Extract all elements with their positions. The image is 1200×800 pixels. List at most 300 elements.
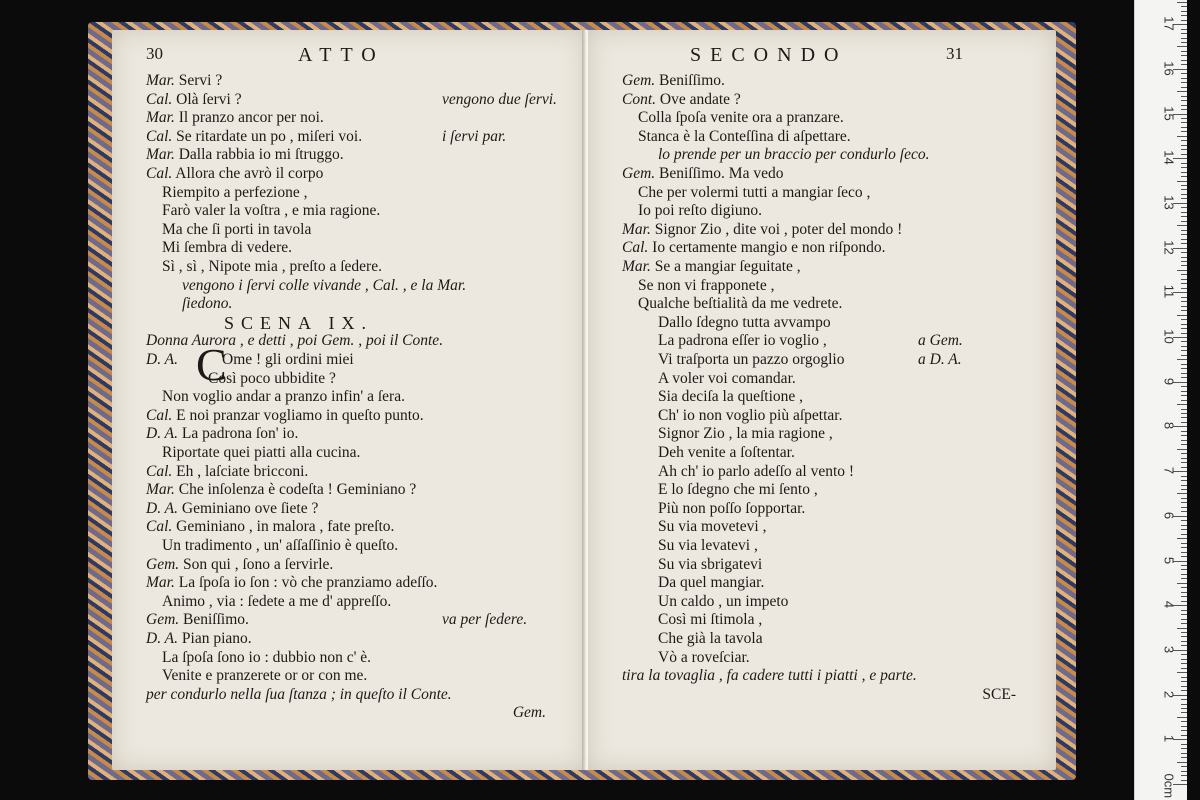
ruler-tick	[1181, 735, 1187, 736]
ruler-tick	[1181, 757, 1187, 758]
verse-text: Ome ! gli ordini miei	[222, 351, 354, 368]
ruler-tick	[1181, 109, 1187, 110]
verse-text: Non voglio andar a pranzo infin' a ſera.	[162, 388, 405, 406]
verse-text: Beniſſimo.	[179, 611, 249, 629]
ruler-tick	[1181, 274, 1187, 275]
text-line	[658, 388, 803, 406]
text-line	[658, 425, 833, 443]
text-line	[622, 258, 801, 276]
stage-direction: a D. A.	[918, 351, 962, 368]
text-line	[658, 332, 963, 350]
text-line	[982, 686, 1016, 704]
ruler-tick	[1181, 681, 1187, 682]
text-line	[162, 202, 380, 220]
ruler-label: 10	[1161, 329, 1177, 344]
ruler-tick	[1181, 265, 1187, 266]
verse-text: Geminiano ove ſiete ?	[178, 499, 319, 517]
ruler-tick	[1181, 230, 1187, 231]
ruler-tick	[1181, 64, 1187, 65]
ruler-tick	[1181, 610, 1187, 611]
text-line	[208, 370, 336, 388]
ruler-tick	[1181, 467, 1187, 468]
verse-text: Vi traſporta un pazzo orgoglio	[658, 351, 845, 368]
verse-text: Sì , sì , Nipote mia , preſto a ſedere.	[162, 258, 382, 275]
ruler-tick	[1177, 762, 1187, 763]
ruler-tick	[1181, 301, 1187, 302]
text-line	[658, 518, 767, 536]
text-line	[146, 481, 416, 499]
text-line	[146, 556, 333, 574]
ruler-tick	[1181, 140, 1187, 141]
ruler-tick	[1177, 583, 1187, 584]
ruler-tick	[1181, 721, 1187, 722]
text-line	[146, 146, 344, 164]
verse-text: Beniſſimo. Ma vedo	[655, 165, 784, 182]
ruler-tick	[1181, 194, 1187, 195]
text-line	[658, 407, 842, 425]
stage-direction: per condurlo nella ſua ſtanza ; in queſto il Conte.	[146, 685, 452, 703]
right-page-header	[588, 44, 1056, 70]
ruler-label: 14	[1161, 150, 1177, 165]
ruler-tick	[1177, 493, 1187, 494]
ruler-tick	[1181, 6, 1187, 7]
ruler-tick	[1181, 659, 1187, 660]
ruler-tick	[1181, 435, 1187, 436]
ruler-tick	[1181, 614, 1187, 615]
text-line	[162, 258, 382, 276]
ruler-tick	[1181, 176, 1187, 177]
ruler-tick	[1181, 556, 1187, 557]
ruler-tick	[1181, 368, 1187, 369]
text-line	[162, 388, 405, 406]
ruler-tick	[1181, 243, 1187, 244]
ruler-tick	[1181, 587, 1187, 588]
ruler-tick	[1181, 51, 1187, 52]
ruler-tick	[1181, 207, 1187, 208]
text-line	[162, 537, 398, 555]
verse-text: Il pranzo ancor per noi.	[174, 109, 324, 127]
ruler-tick	[1177, 359, 1187, 360]
ruler-tick	[1181, 355, 1187, 356]
verse-text: Riempito a perfezione ,	[162, 183, 308, 201]
verse-text: Mi ſembra di vedere.	[162, 239, 292, 257]
ruler-tick	[1181, 520, 1187, 521]
ruler-tick	[1181, 552, 1187, 553]
ruler-tick	[1181, 364, 1187, 365]
ruler-tick	[1181, 154, 1187, 155]
ruler-label: 4	[1161, 601, 1177, 609]
ruler-tick	[1181, 391, 1187, 392]
text-line	[146, 500, 318, 518]
ruler-tick	[1181, 686, 1187, 687]
text-line	[162, 239, 292, 257]
ruler-tick	[1181, 189, 1187, 190]
ruler-tick	[1177, 404, 1187, 405]
ruler-tick	[1181, 350, 1187, 351]
ruler-tick	[1177, 449, 1187, 450]
speaker-name: D. A.	[146, 630, 179, 647]
verse-text: Ah ch' io parlo adeſſo al vento !	[658, 462, 855, 480]
ruler-tick	[1181, 480, 1187, 481]
speaker-name: Mar.	[622, 258, 651, 275]
speaker-name: Cont.	[622, 90, 657, 108]
text-line	[146, 407, 424, 425]
ruler-tick	[1181, 507, 1187, 508]
ruler-tick	[1181, 775, 1187, 776]
verse-text: Beniſſimo.	[655, 72, 725, 89]
ruler-tick	[1181, 476, 1187, 477]
ruler-tick	[1177, 628, 1187, 629]
ruler-tick	[1181, 619, 1187, 620]
text-line	[658, 630, 763, 648]
ruler-tick	[1181, 82, 1187, 83]
verse-text: Se non vi frapponete ,	[638, 276, 775, 294]
speaker-name: Cal.	[146, 462, 173, 480]
verse-text: Così mi ſtimola ,	[658, 611, 763, 629]
ruler-tick	[1181, 543, 1187, 544]
ruler-tick	[1181, 11, 1187, 12]
verse-text: Geminiano , in malora , fate preſto.	[172, 518, 395, 536]
ruler-tick	[1181, 498, 1187, 499]
text-line	[162, 593, 391, 611]
text-line	[638, 184, 870, 202]
text-line	[622, 239, 885, 257]
speaker-name: D. A.	[146, 425, 179, 443]
text-line	[658, 556, 762, 574]
verse-text: Son qui , ſono a ſervirle.	[179, 555, 334, 573]
ruler-tick	[1181, 431, 1187, 432]
ruler-tick	[1181, 306, 1187, 307]
ruler-tick	[1181, 753, 1187, 754]
text-line	[162, 444, 360, 462]
ruler-tick	[1181, 712, 1187, 713]
text-line	[658, 537, 758, 555]
ruler-tick	[1181, 105, 1187, 106]
verse-text: Servi ?	[174, 72, 223, 89]
ruler-tick	[1181, 525, 1187, 526]
ruler-label: 11	[1161, 285, 1177, 299]
verse-text: Un tradimento , un' aſſaſſinio è queſto.	[162, 537, 399, 554]
left-page	[112, 30, 586, 770]
ruler-label: 3	[1161, 645, 1177, 653]
text-line	[162, 221, 311, 239]
ruler-tick	[1181, 677, 1187, 678]
ruler-label: 8	[1161, 422, 1177, 430]
text-line	[146, 425, 298, 443]
ruler-tick	[1177, 672, 1187, 673]
text-line	[658, 146, 929, 164]
text-line	[658, 314, 831, 332]
ruler-tick	[1181, 704, 1187, 705]
speaker-name: Cal.	[146, 165, 173, 182]
ruler-label: 1	[1161, 735, 1177, 743]
stage-direction: va per ſedere.	[442, 611, 528, 629]
ruler-tick	[1181, 534, 1187, 535]
ruler-tick	[1181, 462, 1187, 463]
speaker-name: Cal.	[146, 518, 173, 536]
verse-text: Che già la tavola	[658, 630, 763, 647]
speaker-name: Mar.	[146, 109, 175, 127]
ruler-tick	[1181, 149, 1187, 150]
verse-text: Su via levatevi ,	[658, 537, 758, 554]
speaker-name: Cal.	[622, 239, 649, 257]
ruler-tick	[1177, 2, 1187, 3]
verse-text: Se a mangiar ſeguitate ,	[650, 258, 801, 275]
ruler-tick	[1181, 319, 1187, 320]
stage-direction: i ſervi par.	[442, 127, 507, 145]
ruler-tick	[1181, 60, 1187, 61]
ruler-tick	[1181, 395, 1187, 396]
stage-direction: a Gem.	[918, 332, 963, 350]
text-line	[622, 165, 783, 183]
text-line	[162, 184, 307, 202]
speaker-name: Gem.	[622, 72, 656, 89]
text-line	[162, 649, 371, 667]
ruler-label: 16	[1161, 61, 1177, 76]
ruler-tick	[1181, 257, 1187, 258]
verse-text: Se ritardate un po , miſeri voi.	[172, 127, 363, 145]
text-line	[513, 704, 546, 722]
text-line	[146, 518, 394, 536]
ruler-tick	[1181, 444, 1187, 445]
speaker-name: Cal.	[146, 406, 173, 424]
verse-text: Animo , via : ſedete a me d' appreſſo.	[162, 592, 392, 610]
ruler-label: 6	[1161, 511, 1177, 519]
verse-text: Sia deciſa la queſtione ,	[658, 388, 804, 406]
verse-text: La padrona ſon' io.	[178, 425, 299, 443]
text-line	[622, 221, 902, 239]
ruler-tick	[1181, 127, 1187, 128]
ruler-tick	[1181, 708, 1187, 709]
ruler-tick	[1181, 341, 1187, 342]
verse-text: Pian piano.	[178, 630, 252, 647]
ruler-tick	[1181, 409, 1187, 410]
text-line	[622, 91, 741, 109]
ruler-label: 17	[1161, 16, 1177, 31]
ruler-tick	[1181, 645, 1187, 646]
ruler-tick	[1181, 310, 1187, 311]
verse-text: Vò a roveſciar.	[658, 648, 750, 666]
ruler-tick	[1181, 283, 1187, 284]
speaker-name: D. A.	[146, 499, 179, 517]
text-line	[146, 332, 443, 350]
text-line	[638, 295, 842, 313]
ruler-tick	[1181, 440, 1187, 441]
speaker-name: Mar.	[146, 146, 175, 164]
ruler-tick	[1181, 766, 1187, 767]
ruler-tick	[1181, 346, 1187, 347]
verse-text: Ch' io non voglio più aſpettar.	[658, 406, 843, 424]
text-line	[146, 630, 252, 648]
verse-text: Signor Zio , la mia ragione ,	[658, 425, 833, 443]
ruler-tick	[1181, 386, 1187, 387]
text-line	[146, 165, 323, 183]
ruler-tick	[1177, 538, 1187, 539]
ruler-label: 13	[1161, 195, 1177, 210]
ruler-tick	[1177, 181, 1187, 182]
ruler-tick	[1181, 78, 1187, 79]
text-line	[146, 109, 324, 127]
text-line	[162, 667, 367, 685]
ruler-tick	[1181, 373, 1187, 374]
ruler-tick	[1181, 252, 1187, 253]
ruler-tick	[1181, 654, 1187, 655]
verse-text: Riportate quei piatti alla cucina.	[162, 444, 361, 461]
catchword: SCE-	[982, 685, 1016, 703]
verse-text: Io poi reſto digiuno.	[638, 202, 762, 220]
ruler-tick	[1177, 91, 1187, 92]
verse-text: Signor Zio , dite voi , poter del mondo !	[650, 220, 903, 238]
ruler-tick	[1181, 42, 1187, 43]
ruler-label: 5	[1161, 556, 1177, 564]
ruler-tick	[1181, 333, 1187, 334]
text-line	[658, 611, 762, 629]
text-line	[146, 463, 308, 481]
ruler-label: 0cm	[1161, 773, 1177, 799]
ruler-tick	[1181, 212, 1187, 213]
ruler-tick	[1181, 458, 1187, 459]
ruler-tick	[1177, 270, 1187, 271]
stage-direction: vengono i ſervi colle vivande , Cal. , e la Mar.	[182, 276, 467, 294]
verse-text: Farò valer la voſtra , e mia ragione.	[162, 202, 381, 220]
ruler-tick	[1181, 780, 1187, 781]
ruler-tick	[1181, 632, 1187, 633]
running-head: SECONDO	[690, 44, 848, 66]
speaker-name: Mar.	[622, 220, 651, 238]
ruler-tick	[1181, 511, 1187, 512]
ruler-tick	[1181, 198, 1187, 199]
ruler-tick	[1181, 771, 1187, 772]
right-page	[588, 30, 1056, 770]
speaker-name: Cal.	[146, 90, 173, 108]
running-head: ATTO	[298, 44, 385, 66]
ruler-tick	[1181, 730, 1187, 731]
verse-text: Un caldo , un impeto	[658, 592, 789, 610]
stage-direction: tira la tovaglia , fa cadere tutti i piatti , e parte.	[622, 667, 917, 685]
ruler-tick	[1181, 100, 1187, 101]
verse-text: Deh venite a ſoſtentar.	[658, 444, 795, 461]
ruler-tick	[1181, 20, 1187, 21]
ruler-tick	[1181, 297, 1187, 298]
ruler-tick	[1181, 288, 1187, 289]
ruler-tick	[1181, 547, 1187, 548]
text-line	[224, 314, 373, 334]
verse-text: Ma che ſi porti in tavola	[162, 220, 312, 238]
catchword: Gem.	[512, 704, 546, 722]
text-line	[622, 667, 917, 685]
page-number: 30	[146, 44, 163, 63]
ruler-tick	[1181, 574, 1187, 575]
verse-text: Io certamente mangio e non riſpondo.	[648, 239, 886, 257]
verse-text: Eh , laſciate bricconi.	[172, 462, 309, 480]
ruler-tick	[1181, 699, 1187, 700]
verse-text: E noi pranzar vogliamo in queſto punto.	[172, 406, 424, 424]
ruler-tick	[1181, 234, 1187, 235]
ruler-tick	[1181, 744, 1187, 745]
ruler-label: 12	[1161, 239, 1177, 255]
speaker-name: Gem.	[146, 555, 180, 573]
ruler-tick	[1181, 118, 1187, 119]
ruler-tick	[1181, 422, 1187, 423]
ruler-tick	[1177, 315, 1187, 316]
ruler-tick	[1181, 502, 1187, 503]
ruler-tick	[1181, 596, 1187, 597]
speaker-name: Gem.	[622, 165, 656, 182]
ruler-tick	[1181, 328, 1187, 329]
verse-text: Così poco ubbidite ?	[208, 369, 336, 387]
ruler-tick	[1181, 578, 1187, 579]
ruler-label: 7	[1161, 466, 1177, 475]
stage-direction: lo prende per un braccio per condurlo ſeco.	[658, 146, 930, 164]
verse-text: Che per volermi tutti a mangiar ſeco ,	[638, 183, 871, 201]
verse-text: Venite e pranzerete or or con me.	[162, 667, 368, 685]
page-number: 31	[946, 44, 963, 63]
ruler-tick	[1181, 748, 1187, 749]
text-line	[182, 277, 466, 295]
ruler-tick	[1181, 417, 1187, 418]
ruler-tick	[1181, 623, 1187, 624]
ruler-tick	[1181, 55, 1187, 56]
ruler-tick	[1181, 172, 1187, 173]
ruler-tick	[1181, 663, 1187, 664]
ruler-tick	[1181, 453, 1187, 454]
ruler-tick	[1181, 221, 1187, 222]
ruler-tick	[1181, 636, 1187, 637]
ruler-tick	[1181, 239, 1187, 240]
text-line	[658, 649, 750, 667]
ruler-tick	[1181, 641, 1187, 642]
verse-text: Allora che avrò il corpo	[172, 165, 324, 182]
ruler-tick	[1181, 489, 1187, 490]
ruler-tick	[1181, 485, 1187, 486]
verse-text: Su via sbrigatevi	[658, 555, 763, 573]
text-line	[658, 444, 795, 462]
text-line	[146, 574, 437, 592]
speaker-name: Mar.	[146, 481, 175, 499]
ruler-tick	[1181, 377, 1187, 378]
text-line	[658, 351, 962, 369]
stage-direction: vengono due ſervi.	[442, 90, 557, 108]
ruler-tick	[1181, 33, 1187, 34]
verse-text: La padrona eſſer io voglio ,	[658, 332, 827, 350]
ruler-tick	[1181, 668, 1187, 669]
text-line	[622, 72, 725, 90]
ruler-tick	[1181, 413, 1187, 414]
ruler-tick	[1181, 400, 1187, 401]
text-line	[658, 463, 854, 481]
ruler-tick	[1181, 15, 1187, 16]
verse-text: Su via movetevi ,	[658, 518, 767, 536]
text-line	[658, 574, 764, 592]
text-line	[182, 295, 232, 313]
speaker-name: Mar.	[146, 574, 175, 592]
text-line	[658, 500, 805, 518]
verse-text: Che inſolenza è codeſta ! Geminiano ?	[174, 481, 417, 499]
ruler-tick	[1181, 131, 1187, 132]
ruler-tick	[1181, 261, 1187, 262]
ruler-tick	[1181, 96, 1187, 97]
ruler-tick	[1181, 565, 1187, 566]
text-line	[658, 481, 818, 499]
drop-capital: C	[196, 339, 227, 390]
verse-text: Dalla rabbia io mi ſtruggo.	[174, 146, 344, 164]
verse-text: A voler voi comandar.	[658, 369, 796, 387]
ruler-tick	[1181, 185, 1187, 186]
text-line	[146, 90, 557, 109]
ruler-tick	[1181, 726, 1187, 727]
text-line	[146, 686, 452, 704]
verse-text: Stanca è la Conteſſina di aſpettare.	[638, 127, 851, 145]
